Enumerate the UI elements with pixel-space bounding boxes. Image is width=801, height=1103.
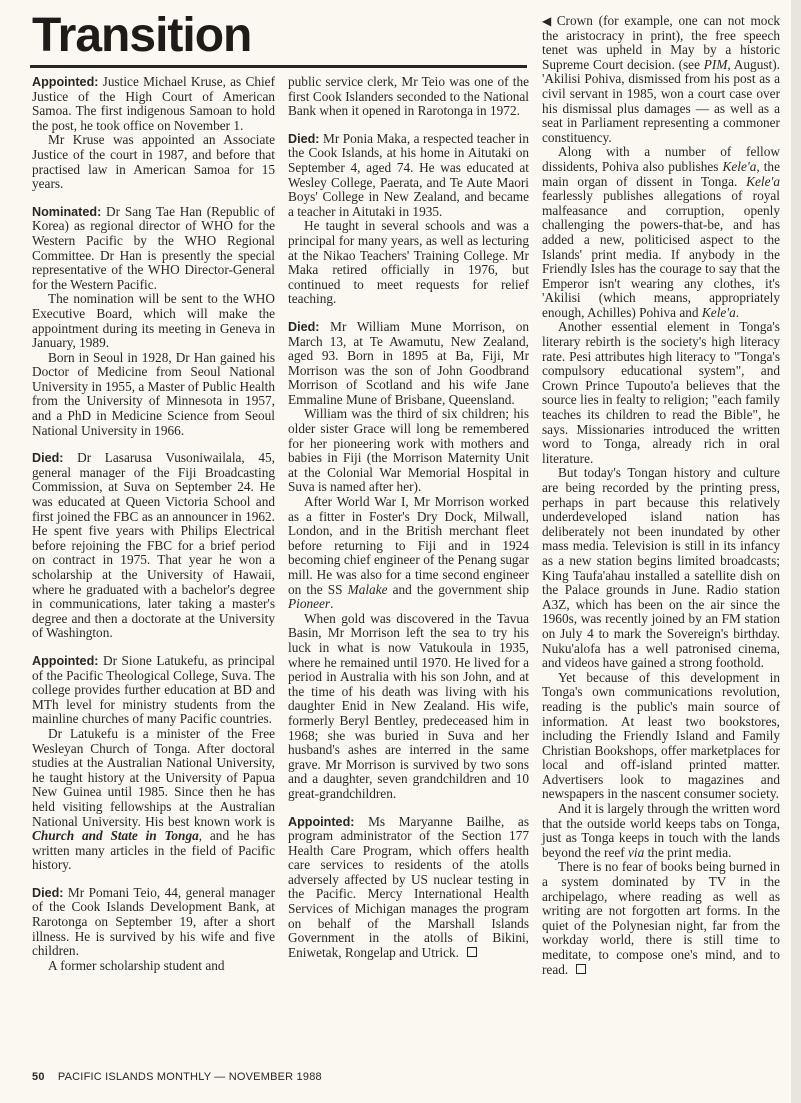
paragraph-text: Yet because of this development in Tonga's own communications revolution, reading is the public's main source of information. At least two bookstores, including the Friendly Island and Family Christian Bookshops, offer marketplaces for local and off-island printed matter. Advertisers look to magazines and newspapers in the nascent consumer society. (542, 669, 780, 802)
paragraph-text: Mr Kruse was appointed an Associate Justice of the court in 1987, and before that practised law in American Samoa for 15 years. (32, 132, 275, 192)
paragraph-text: Mr Pomani Teio, 44, general manager of the Cook Islands Development Bank, at Rarotonga on September 19, after a short illness. He is survived by his wife and five children. (32, 884, 275, 959)
entry-keyword: Appointed: (288, 814, 355, 829)
paragraph-text: Crown (for example, one can not mock the aristocracy in print), the free speech tenet was upheld in May by a historic Supreme Court decision. (see (542, 13, 781, 72)
article-paragraph (288, 612, 529, 802)
article-paragraph (542, 14, 780, 145)
paragraph-text: Dr Sang Tae Han (Republic of Korea) as regional director of WHO for the Western Pacific by the WHO Regional Committee. Dr Han is presently the special representative of the WHO Director-General for the Western Pacific. (32, 203, 275, 292)
end-mark-icon (576, 964, 586, 974)
article-paragraph (542, 860, 780, 977)
paragraph-text: After World War I, Mr Morrison worked as a fitter in Foster's Dry Dock, Milwall, London, and in the British merchant fleet before returning to Fiji and in 1924 becoming chief engineer of the Penang sugar mill. He was also for a time second engineer on the SS (288, 494, 529, 597)
page-number: 50 (32, 1071, 45, 1083)
article-paragraph (288, 132, 529, 220)
paragraph-text: The nomination will be sent to the WHO Executive Board, which will make the appointment during its meeting in Geneva in January, 1989. (32, 291, 275, 351)
continued-arrow-icon: ◀ (542, 14, 554, 28)
section-title: Transition (32, 9, 252, 62)
paragraph-text: Mr Ponia Maka, a respected teacher in the Cook Islands, at his home in Aitutaki on September 4, aged 74. He was educated at Wesley College, Paerata, and Te Aute Maori Boys' College in New Zealand, and became a teacher in Aitutaki in 1935. (288, 130, 529, 219)
paragraph-text: , August). 'Akilisi Pohiva, dismissed from his post as a civil servant in 1985, won a court case over his dismissal plus damages — as well as a seat in Parliament representing a commoner constituency. (542, 56, 780, 145)
paragraph-text: , the main organ of dissent in Tonga. (542, 158, 780, 189)
article-paragraph (288, 75, 529, 119)
italic-title: Kele'a (701, 304, 736, 320)
paragraph-text: fearlessly publishes allegations of royal malfeasance and corruption, openly challenging the powers-that-be, and has added a new, politicised aspect to the Islands' print media. If anybody in the Friendly Isles has the courage to say that the Emperor isn't wearing any clothes, it's 'Akilisi (which means, appropriately enough, Achilles) Pohiva and (542, 188, 780, 320)
paragraph-text: Justice Michael Kruse, as Chief Justice of the High Court of American Samoa. The first indigenous Samoan to hold the post, he took office on November 1. (32, 74, 275, 133)
paragraph-text: Another essential element in Tonga's literary rebirth is the society's high literacy rate. Pesi attributes high literacy to "Tonga's compulsory educational system", and Crown Prince Tupouto'a believes that the source lies in fealty to religion; "each family teaches its children to read the Bible", he says. Missionaries introduced the written word to Tonga, already rich in oral literature. (542, 319, 780, 466)
article-paragraph (542, 802, 780, 860)
paragraph-text: Born in Seoul in 1928, Dr Han gained his Doctor of Medicine from Seoul National University in 1955, a Master of Public Health from the University of Minnesota in 1957, and a PhD in Medicine Science from Seoul National University in 1966. (32, 349, 275, 438)
column-3 (542, 14, 780, 977)
paragraph-text: And it is largely through the written word that the outside world keeps tabs on Tonga, just as Tonga keeps in touch with the lands beyond the reef (542, 801, 780, 860)
paragraph-text: A former scholarship student and (48, 957, 225, 973)
article-paragraph (32, 351, 275, 439)
entry-keyword: Nominated: (32, 204, 102, 219)
paragraph-text: Dr Latukefu is a minister of the Free Wesleyan Church of Tonga. After doctoral studies at the Australian National University, he taught history at the University of Papua New Guinea until 1985. Since then he has held visiting fellowships at the Australian National University. His best known work is (32, 725, 275, 829)
paragraph-text: and the government ship (387, 581, 529, 597)
column-2 (288, 75, 529, 960)
italic-title: Kele'a (746, 173, 780, 189)
article-paragraph (32, 886, 275, 959)
article-paragraph (32, 959, 275, 974)
publication-line: PACIFIC ISLANDS MONTHLY — NOVEMBER 1988 (57, 1071, 322, 1083)
italic-title: Kele'a (722, 158, 757, 174)
paragraph-text: But today's Tongan history and culture are being recorded by the printing press, perhaps in part because this relatively underdeveloped island nation has deliberately not been inundated by other mass media. Television is still in its infancy as a new station begins limited broadcasts; King Taufa'ahau installed a satellite dish on the Palace grounds in June. Radio station A3Z, which has been on the air since the 1960s, was recently joined by an FM station on July 4 to mark the Sovereign's birthday. Nuku'alofa has a well patronised cinema, and videos have gained a strong foothold. (542, 465, 780, 671)
paragraph-text: the print media. (644, 844, 732, 860)
article-paragraph (288, 407, 529, 495)
paragraph-text: public service clerk, Mr Teio was one of the first Cook Islanders seconded to the National Bank when it opened in Rarotonga in 1972. (288, 74, 529, 119)
paragraph-text: Mr William Mune Morrison, on March 13, at Te Awamutu, New Zealand, aged 93. Born in 1895 at Ba, Fiji, Mr Morrison was the son of John Goodbrand Morrison of Scotland and his wife Jane Emmaline Mune of Brisbane, Queensland. (288, 318, 529, 407)
article-paragraph (542, 466, 780, 670)
article-paragraph (32, 654, 275, 727)
paragraph-text: Dr Lasarusa Vusoniwailala, 45, general manager of the Fiji Broadcasting Commission, at Suva on September 24. He was educated at Queen Victoria School and first joined the FBC as an announcer in 1962. He spent five years with Philips Electrical before rejoining the FBC for a brief period on contract in 1975. That year he won a scholarship at the University of Hawaii, where he graduated with a bachelor's degree in communications, later taking a master's degree and then a doctorate at the University of Washington. (32, 450, 275, 641)
article-paragraph (288, 495, 529, 612)
paragraph-text: , and he has written many articles in the field of Pacific history. (32, 828, 275, 873)
italic-title: Malake (347, 581, 388, 597)
end-mark-icon (467, 947, 477, 957)
article-paragraph (288, 815, 529, 961)
article-paragraph (32, 292, 275, 350)
article-paragraph (542, 320, 780, 466)
entry-keyword: Died: (32, 451, 64, 466)
paragraph-text: Along with a number of fellow dissidents, Pohiva also publishes (542, 144, 780, 174)
article-paragraph (32, 205, 275, 293)
italic-title: Church and State in Tonga (32, 828, 199, 844)
title-rule (30, 65, 527, 68)
paragraph-text: Dr Sione Latukefu, as principal of the Pacific Theological College, Suva. The college provides further education at BD and MTh level for ministry students from the mainline churches of many Pacific countries. (32, 652, 275, 727)
paragraph-text: When gold was discovered in the Tavua Basin, Mr Morrison left the sea to try his luck in what is now Vatukoula in 1935, where he remained until 1970. He lived for a period in Australia with his son John, and at the time of his death was living with his daughter Enid in New Zealand. His wife, formerly Beryl Bentley, predeceased him in 1968; she was buried in Suva and her husband's ashes are interred in the same grave. Mr Morrison is survived by two sons and a daughter, seven grandchildren and 10 great-grandchildren. (288, 610, 529, 801)
entry-keyword: Appointed: (32, 653, 99, 668)
italic-title: via (628, 844, 645, 860)
column-1 (32, 75, 275, 973)
entry-keyword: Died: (288, 319, 320, 334)
entry-keyword: Appointed: (32, 75, 99, 89)
italic-title: Pioneer (288, 596, 331, 612)
article-paragraph (542, 145, 780, 320)
paragraph-text: . (735, 304, 740, 320)
page-edge (791, 0, 801, 1103)
article-paragraph (32, 75, 275, 133)
paragraph-text: There is no fear of books being burned in a system dominated by TV in the archipelago, where reading as well as writing are not forgotten art forms. In the quiet of the Polynesian night, far from the workday world, there is still time to meditate, to compose one's mind, and to read. (542, 859, 780, 977)
entry-keyword: Died: (32, 885, 64, 900)
entry-keyword: Died: (288, 131, 320, 146)
paragraph-text: . (330, 596, 334, 612)
paragraph-text: He taught in several schools and was a principal for many years, as well as lecturing at the Nikao Teachers' Training College. Mr Maka retired officially in 1976, but continued to meet requests for relief teaching. (288, 218, 529, 307)
paragraph-text: Ms Maryanne Bailhe, as program administrator of the Section 177 Health Care Program, which offers health care services to residents of the atolls adversely affected by US nuclear testing in the Pacific. Mercy International Health Services of Michigan manages the program on behalf of the Marshall Islands Government in the atolls of Bikini, Eniwetak, Rongelap and Utrick. (288, 813, 529, 960)
article-paragraph (32, 133, 275, 191)
article-paragraph (32, 727, 275, 873)
article-paragraph (288, 219, 529, 307)
paragraph-text: William was the third of six children; his older sister Grace will long be remembered for her pioneering work with mothers and babies in Fiji (the Morrison Maternity Unit at the Colonial War Memorial Hospital in Suva is named after her). (288, 406, 529, 495)
article-paragraph (542, 671, 780, 802)
article-paragraph (288, 320, 529, 408)
article-paragraph (32, 451, 275, 641)
page-footer (32, 1071, 322, 1083)
italic-title: PIM (703, 56, 728, 72)
